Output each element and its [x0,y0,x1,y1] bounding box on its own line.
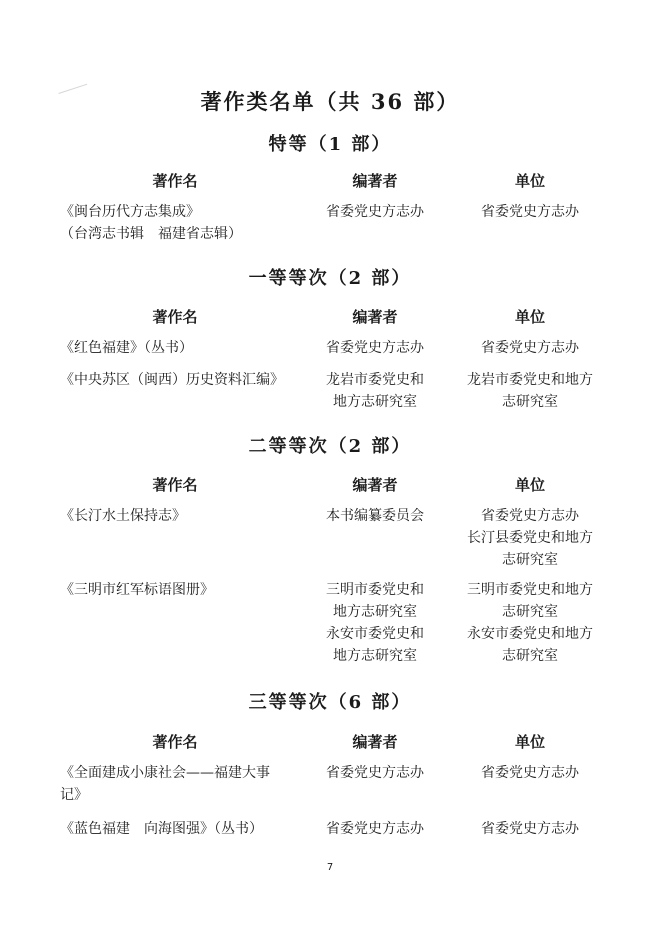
col-header-title: 著作名 [152,733,198,751]
book-title-line: 《蓝色福建 向海图强》（丛书） [60,821,263,837]
col-header-title: 著作名 [152,476,198,494]
unit-line: 三明市委党史和地方 [467,582,593,598]
col-header-unit: 单位 [514,308,545,326]
unit-line: 省委党史方志办 [481,765,579,781]
col-header-title: 著作名 [152,172,198,190]
section-heading-first: 一等等次（2 部） [248,268,412,289]
unit-line: 长汀县委党史和地方 [467,530,593,546]
unit-line: 永安市委党史和地方 [467,626,593,642]
unit-line: 志研究室 [502,648,558,664]
col-header-unit: 单位 [514,172,545,190]
author-line: 地方志研究室 [333,394,417,410]
book-title-line: 《长汀水土保持志》 [60,508,186,524]
author-line: 省委党史方志办 [326,204,424,220]
book-title-line: 《中央苏区（闽西）历史资料汇编》 [60,372,284,388]
book-title-line: 《闽台历代方志集成》 [60,204,200,220]
unit-line: 龙岩市委党史和地方 [467,372,593,388]
unit-line: 省委党史方志办 [481,821,579,837]
col-header-title: 著作名 [152,308,198,326]
author-line: 三明市委党史和 [326,582,424,598]
author-line: 省委党史方志办 [326,340,424,356]
author-line: 本书编纂委员会 [326,508,424,524]
unit-line: 志研究室 [502,552,558,568]
author-line: 省委党史方志办 [326,765,424,781]
col-header-unit: 单位 [514,733,545,751]
author-line: 省委党史方志办 [326,821,424,837]
section-heading-special: 特等（1 部） [268,134,392,155]
author-line: 地方志研究室 [333,648,417,664]
book-title-line: 《三明市红军标语图册》 [60,582,214,598]
col-header-unit: 单位 [514,476,545,494]
author-line: 龙岩市委党史和 [326,372,424,388]
page-number: 7 [326,862,334,873]
book-title-line: 《全面建成小康社会——福建大事 [60,765,270,781]
unit-line: 省委党史方志办 [481,204,579,220]
col-header-author: 编著者 [352,308,398,326]
section-heading-second: 二等等次（2 部） [248,436,412,457]
unit-line: 省委党史方志办 [481,508,579,524]
book-title-line: 记》 [60,787,88,803]
page-title: 著作类名单（共 36 部） [200,89,460,114]
section-heading-third: 三等等次（6 部） [248,692,412,713]
col-header-author: 编著者 [352,476,398,494]
col-header-author: 编著者 [352,733,398,751]
unit-line: 省委党史方志办 [481,340,579,356]
author-line: 地方志研究室 [333,604,417,620]
book-title-line: （台湾志书辑 福建省志辑） [60,226,242,242]
col-header-author: 编著者 [352,172,398,190]
unit-line: 志研究室 [502,604,558,620]
unit-line: 志研究室 [502,394,558,410]
book-title-line: 《红色福建》（丛书） [60,340,193,356]
author-line: 永安市委党史和 [326,626,424,642]
